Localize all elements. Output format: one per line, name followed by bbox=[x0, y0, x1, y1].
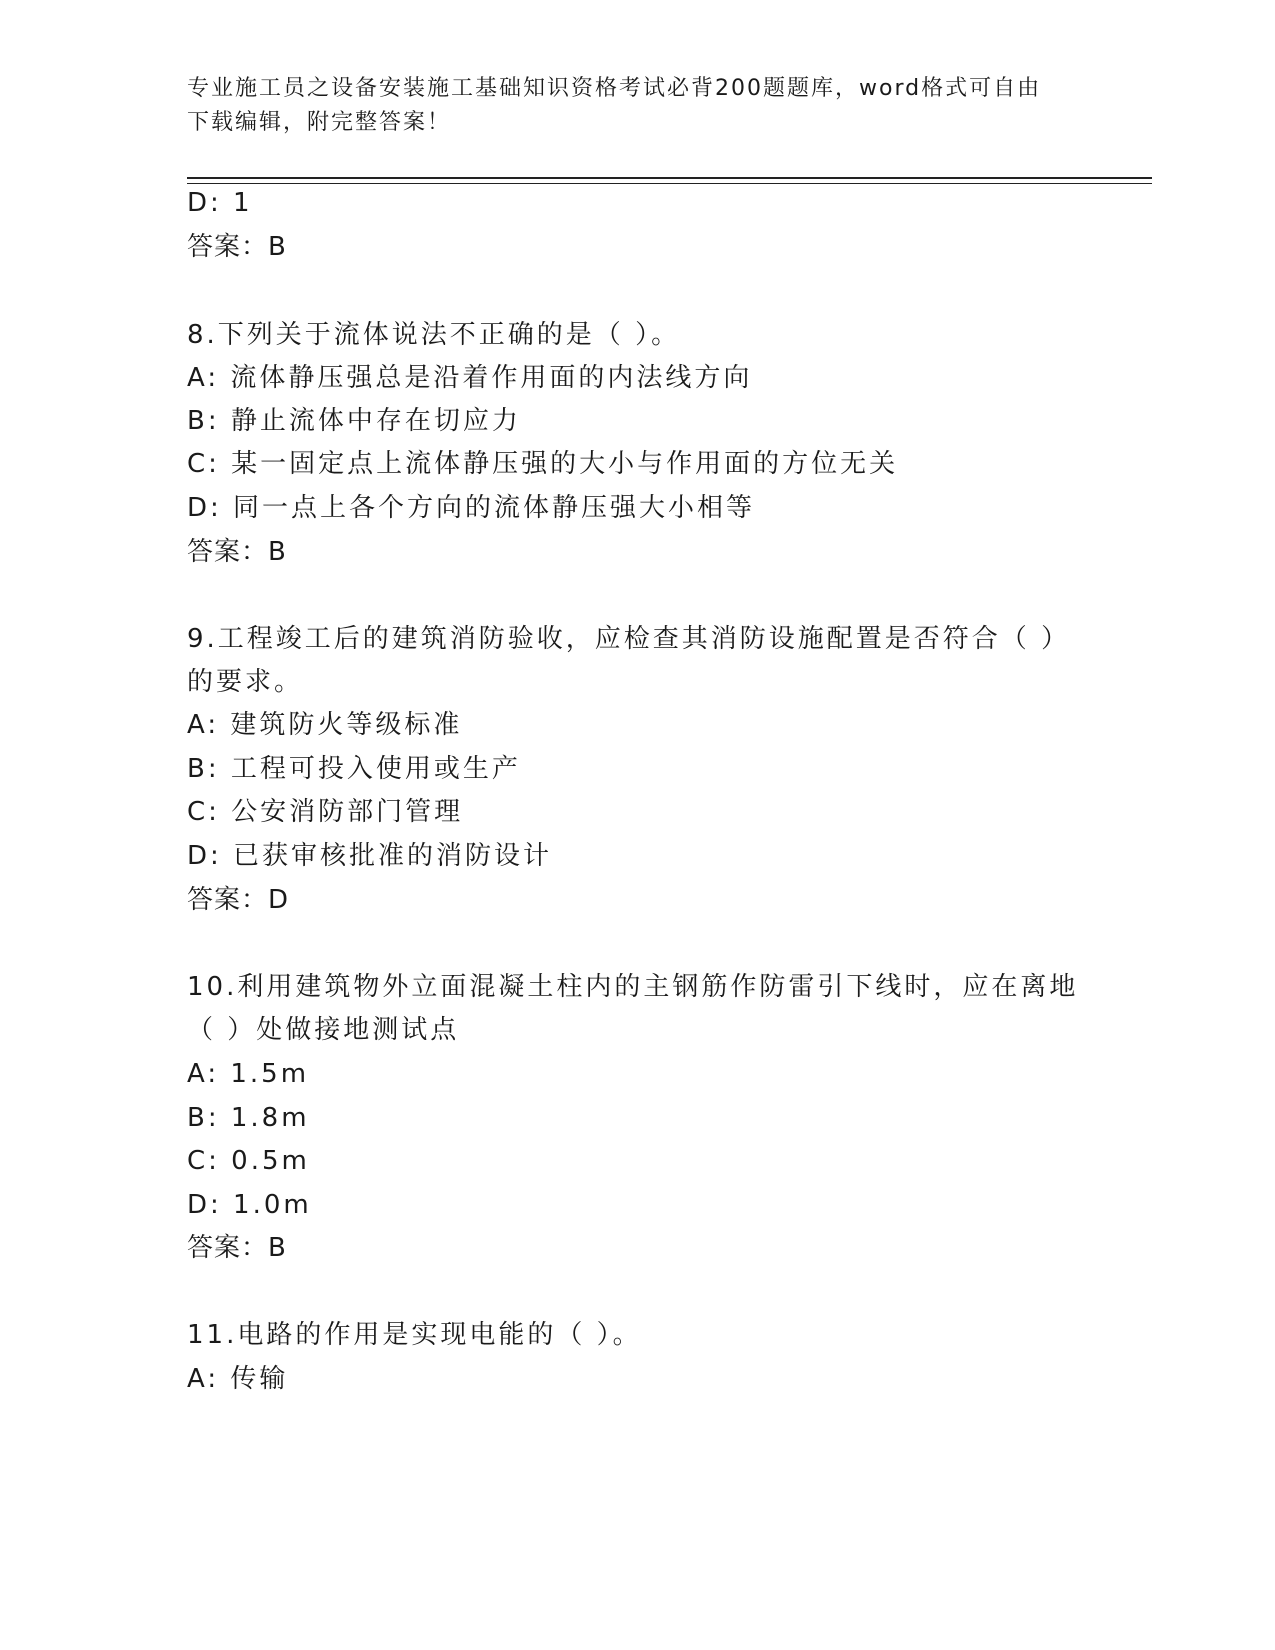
q9-answer: 答案：D bbox=[187, 885, 290, 915]
document-page bbox=[187, 0, 1152, 1650]
q9-option-d: D: 已获审核批准的消防设计 bbox=[187, 841, 553, 871]
q8-option-d: D: 同一点上各个方向的流体静压强大小相等 bbox=[187, 493, 756, 523]
document-header bbox=[187, 72, 1087, 140]
q10-option-a: A: 1.5m bbox=[187, 1059, 310, 1089]
q11-option-a: A: 传输 bbox=[187, 1364, 289, 1394]
header-line-2: 下载编辑，附完整答案！ bbox=[187, 110, 452, 135]
q10-stem-line-1: 10.利用建筑物外立面混凝土柱内的主钢筋作防雷引下线时，应在离地 bbox=[187, 972, 1079, 1002]
q10-option-d: D: 1.0m bbox=[187, 1190, 312, 1220]
q7-answer: 答案：B bbox=[187, 232, 287, 262]
q9-stem-line-1: 9.工程竣工后的建筑消防验收，应检查其消防设施配置是否符合（ ） bbox=[187, 624, 1071, 654]
q9-option-a: A: 建筑防火等级标准 bbox=[187, 710, 463, 740]
q10-stem-line-2: （ ）处做接地测试点 bbox=[187, 1015, 460, 1045]
header-divider-thick bbox=[187, 177, 1152, 179]
header-line-1: 专业施工员之设备安装施工基础知识资格考试必背200题题库，word格式可自由 bbox=[187, 76, 1042, 101]
q8-stem: 8.下列关于流体说法不正确的是（ ）。 bbox=[187, 320, 681, 350]
q9-stem-line-2: 的要求。 bbox=[187, 667, 304, 697]
q7-option-d: D: 1 bbox=[187, 188, 253, 218]
q8-option-c: C: 某一固定点上流体静压强的大小与作用面的方位无关 bbox=[187, 449, 899, 479]
q10-option-c: C: 0.5m bbox=[187, 1146, 310, 1176]
q9-option-c: C: 公安消防部门管理 bbox=[187, 797, 464, 827]
q10-option-b: B: 1.8m bbox=[187, 1103, 310, 1133]
header-divider-thin bbox=[187, 183, 1152, 184]
q11-stem: 11.电路的作用是实现电能的（ ）。 bbox=[187, 1320, 642, 1350]
q8-answer: 答案：B bbox=[187, 537, 287, 567]
q8-option-a: A: 流体静压强总是沿着作用面的内法线方向 bbox=[187, 363, 753, 393]
q10-answer: 答案：B bbox=[187, 1233, 287, 1263]
q8-option-b: B: 静止流体中存在切应力 bbox=[187, 406, 521, 436]
q9-option-b: B: 工程可投入使用或生产 bbox=[187, 754, 521, 784]
